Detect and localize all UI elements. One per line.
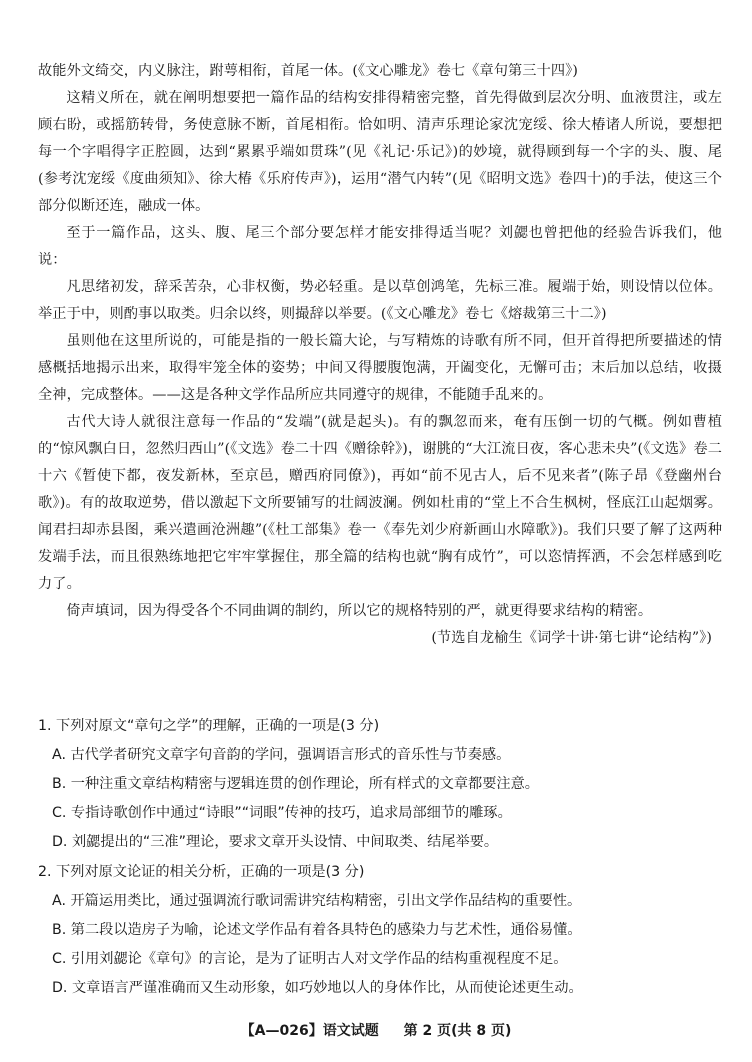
page-number: 第 2 页(共 8 页)	[403, 1023, 512, 1039]
option-d: D. 刘勰提出的“三准”理论，要求文章开头设情、中间取类、结尾举要。	[52, 834, 499, 850]
option-b: B. 第二段以造房子为喻，论述文学作品有着各具特色的感染力与艺术性，通俗易懂。	[52, 922, 582, 938]
passage-paragraph: 虽则他在这里所说的，可能是指的一般长篇大论，与写精炼的诗歌有所不同，但开首得把所要描述的情感概括地揭示出来，取得牢笼全体的姿势；中间又得腰腹饱满，开阖变化，无懈可击；末后加以总结，收摄全神，完成整体。——这是各种文学作品所应共同遵守的规律，不能随手乱来的。	[38, 333, 722, 403]
question-stem: 2. 下列对原文论证的相关分析，正确的一项是(3 分)	[38, 864, 365, 880]
option-a: A. 开篇运用类比，通过强调流行歌词需讲究结构精密，引出文学作品结构的重要性。	[52, 893, 582, 909]
question-list	[38, 712, 722, 1004]
question-1	[38, 712, 722, 857]
passage-paragraph: 至于一篇作品，这头、腹、尾三个部分要怎样才能安排得适当呢？刘勰也曾把他的经验告诉我们，他说：	[38, 225, 722, 268]
exam-code: 【A—026】语文试题	[240, 1023, 379, 1039]
reading-passage	[38, 58, 722, 652]
option-a: A. 古代学者研究文章字句音韵的学问，强调语言形式的音乐性与节奏感。	[52, 747, 511, 763]
passage-paragraph: 这精义所在，就在阐明想要把一篇作品的结构安排得精密完整，首先得做到层次分明、血液贯注，或左顾右盼，或摇筋转骨，务使意脉不断，首尾相衔。恰如明、清声乐理论家沈宠绥、徐大椿诸人所说，要想把每一个字唱得字正腔圆，达到“累累乎端如贯珠”(见《礼记·乐记》)的妙境，就得顾到每一个字的头、腹、尾(参考沈宠绥《度曲须知》、徐大椿《乐府传声》)，运用“潜气内转”(见《昭明文选》卷四十)的手法，使这三个部分似断还连，融成一体。	[38, 90, 722, 214]
question-2	[38, 858, 722, 1003]
passage-paragraph: 故能外文绮交，内义脉注，跗萼相衔，首尾一体。(《文心雕龙》卷七《章句第三十四》)	[38, 63, 578, 79]
passage-quotation: 凡思绪初发，辞采苦杂，心非权衡，势必轻重。是以草创鸿笔，先标三准。履端于始，则设情以位体。举正于中，则酌事以取类。归余以终，则撮辞以举要。(《文心雕龙》卷七《熔裁第三十二》)	[38, 279, 722, 322]
page-footer	[0, 1020, 752, 1040]
option-b: B. 一种注重文章结构精密与逻辑连贯的创作理论，所有样式的文章都要注意。	[52, 776, 539, 792]
passage-source: (节选自龙榆生《词学十讲·第七讲“论结构”》)	[431, 630, 712, 646]
passage-paragraph: 倚声填词，因为得受各个不同曲调的制约，所以它的规格特别的严，就更得要求结构的精密。	[66, 603, 653, 619]
question-stem: 1. 下列对原文“章句之学”的理解，正确的一项是(3 分)	[38, 718, 380, 734]
option-c: C. 引用刘勰论《章句》的言论，是为了证明古人对文学作品的结构重视程度不足。	[52, 951, 568, 967]
passage-paragraph: 古代大诗人就很注意每一作品的“发端”(就是起头)。有的飘忽而来，奄有压倒一切的气概。例如曹植的“惊风飘白日，忽然归西山”(《文选》卷二十四《赠徐幹》)，谢朓的“大江流日夜，客心悲未央”(《文选》卷二十六《暂使下都，夜发新林，至京邑，赠西府同僚》)，再如“前不见古人，后不见来者”(陈子昂《登幽州台歌》)。有的故取逆势，借以激起下文所要铺写的壮阔波澜。例如杜甫的“堂上不合生枫树，怪底江山起烟雾。闻君扫却赤县图，乘兴遣画沧洲趣”(《杜工部集》卷一《奉先刘少府新画山水障歌》)。我们只要了解了这两种发端手法，而且很熟练地把它牢牢掌握住，那全篇的结构也就“胸有成竹”，可以恣情挥洒，不会怎样感到吃力了。	[38, 414, 722, 592]
option-c: C. 专指诗歌创作中通过“诗眼”“词眼”传神的技巧，追求局部细节的雕琢。	[52, 805, 512, 821]
option-d: D. 文章语言严谨准确而又生动形象，如巧妙地以人的身体作比，从而使论述更生动。	[52, 980, 583, 996]
